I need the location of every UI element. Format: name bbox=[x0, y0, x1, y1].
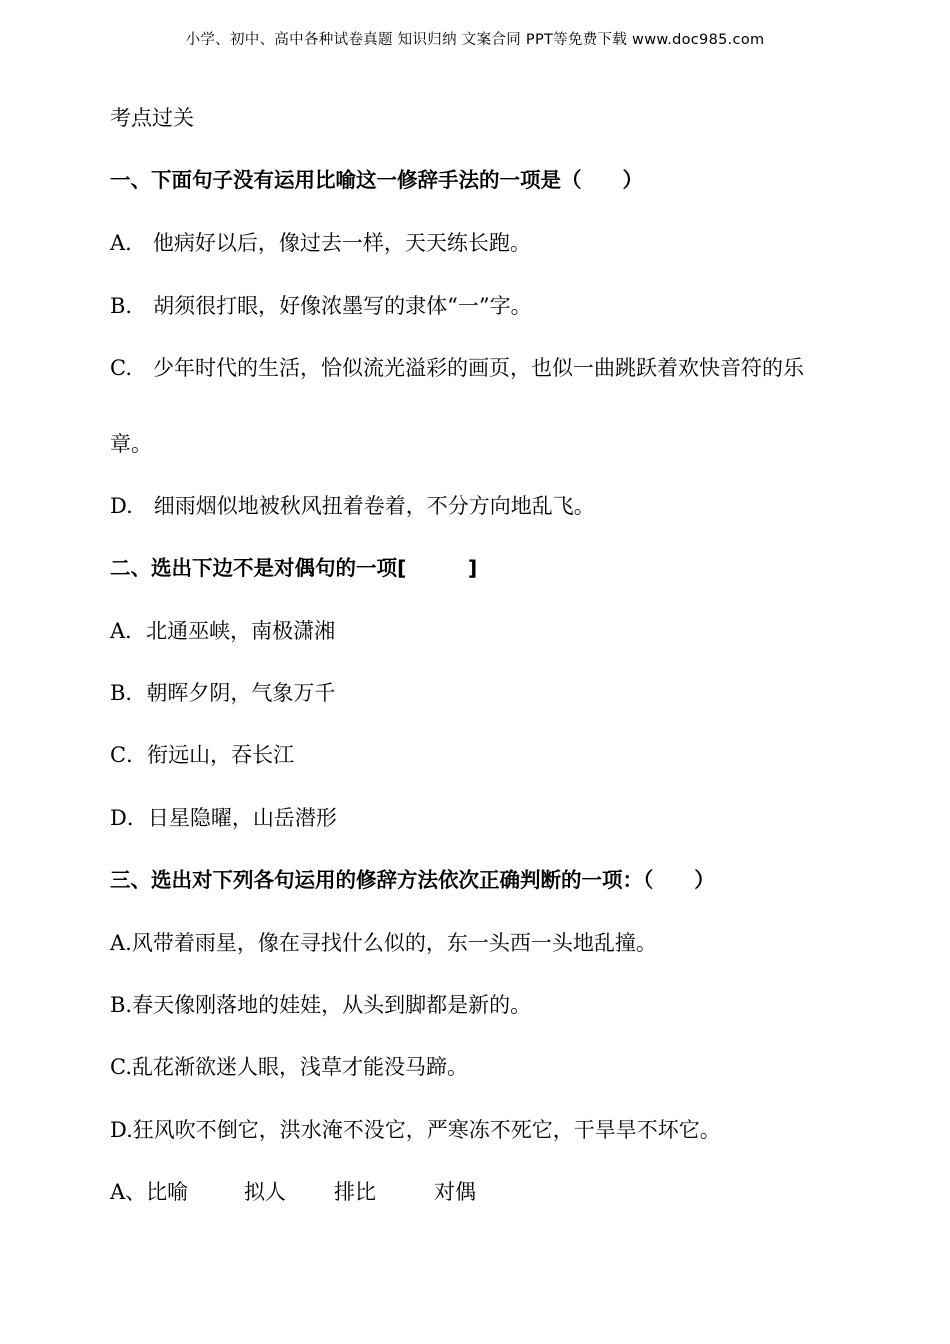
question-2-stem: 二、选出下边不是对偶句的一项[ ] bbox=[110, 556, 478, 580]
question-1-option-b: B. 胡须很打眼，好像浓墨写的隶体“一”字。 bbox=[110, 294, 532, 318]
question-1-option-c: C. 少年时代的生活，恰似流光溢彩的画页，也似一曲跳跃着欢快音符的乐 bbox=[110, 356, 804, 380]
question-2-option-c: C．衔远山，吞长江 bbox=[110, 743, 295, 767]
answer-term-3: 排比 bbox=[334, 1180, 376, 1204]
question-2-option-d: D．日星隐曜，山岳潜形 bbox=[110, 806, 337, 830]
answer-term-2: 拟人 bbox=[244, 1180, 286, 1204]
question-2-option-a: A．北通巫峡，南极潇湘 bbox=[110, 619, 336, 643]
question-3-sentence-b: B.春天像刚落地的娃娃，从头到脚都是新的。 bbox=[110, 993, 532, 1017]
question-3-answer-option-a bbox=[110, 1179, 476, 1205]
question-1-option-c-continued: 章。 bbox=[110, 432, 152, 456]
question-1-option-d: D. 细雨烟似地被秋风扭着卷着，不分方向地乱飞。 bbox=[110, 494, 595, 518]
question-1-stem: 一、下面句子没有运用比喻这一修辞手法的一项是（ ） bbox=[110, 168, 643, 192]
answer-term-1: A、比喻 bbox=[110, 1180, 189, 1204]
question-3-sentence-c: C.乱花渐欲迷人眼，浅草才能没马蹄。 bbox=[110, 1055, 468, 1079]
section-title: 考点过关 bbox=[110, 106, 194, 130]
question-3-stem: 三、选出对下列各句运用的修辞方法依次正确判断的一项：（ ） bbox=[110, 868, 715, 892]
question-2-option-b: B．朝晖夕阴，气象万千 bbox=[110, 681, 336, 705]
question-3-sentence-a: A.风带着雨星，像在寻找什么似的，东一头西一头地乱撞。 bbox=[110, 931, 657, 955]
question-1-option-a: A. 他病好以后，像过去一样，天天练长跑。 bbox=[110, 231, 531, 255]
question-3-sentence-d: D.狂风吹不倒它，洪水淹不没它，严寒冻不死它，干旱旱不坏它。 bbox=[110, 1118, 721, 1142]
answer-term-4: 对偶 bbox=[434, 1180, 476, 1204]
page-header: 小学、初中、高中各种试卷真题 知识归纳 文案合同 PPT等免费下载 www.doc985.com bbox=[185, 32, 765, 48]
